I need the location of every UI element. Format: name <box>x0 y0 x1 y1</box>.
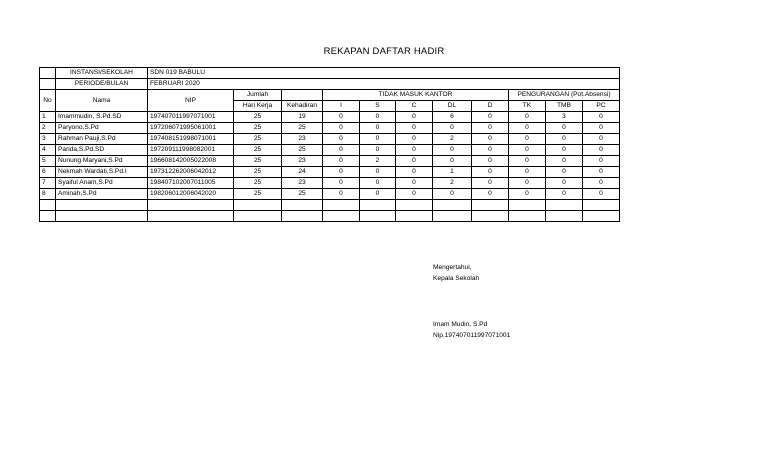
header-hari-kerja: Hari Kerja <box>234 101 282 112</box>
signature-position: Kepala Sekolah <box>433 275 480 282</box>
table-row <box>40 189 620 200</box>
table-row <box>40 145 620 156</box>
signature-name: Imam Mudin, S.Pd <box>433 321 488 328</box>
table-row <box>40 167 620 178</box>
table-cell: 6 <box>433 112 472 123</box>
table-cell: 0 <box>433 189 472 200</box>
table-cell: 0 <box>323 123 360 134</box>
table-cell: 2 <box>360 156 396 167</box>
instansi-value: SDN 019 BABULU <box>148 68 620 79</box>
table-cell: Aminah,S.Pd <box>56 189 148 200</box>
table-cell: 0 <box>509 189 546 200</box>
table-cell: 0 <box>360 123 396 134</box>
table-cell: 0 <box>509 112 546 123</box>
table-cell: 0 <box>396 134 433 145</box>
periode-row <box>40 79 620 90</box>
table-cell: 0 <box>396 178 433 189</box>
table-cell: Imammudin, S.Pd.SD <box>56 112 148 123</box>
table-cell: 0 <box>433 156 472 167</box>
table-cell: 2 <box>433 134 472 145</box>
signature-acknowledge: Mengertahui, <box>433 264 472 271</box>
table-cell: 5 <box>40 156 56 167</box>
table-cell: 0 <box>472 123 509 134</box>
header-sub-d: D <box>472 101 509 112</box>
table-cell: 0 <box>546 145 583 156</box>
table-cell: 0 <box>360 178 396 189</box>
table-cell: Nunung Maryani,S.Pd <box>56 156 148 167</box>
header-sub-pc: PC <box>583 101 620 112</box>
header-sub-tk: TK <box>509 101 546 112</box>
table-cell: 8 <box>40 189 56 200</box>
table-cell: 0 <box>472 189 509 200</box>
table-cell: 0 <box>583 189 620 200</box>
header-no: No <box>40 90 56 112</box>
table-cell: 0 <box>396 123 433 134</box>
table-cell: 25 <box>234 145 282 156</box>
table-row <box>40 156 620 167</box>
table-cell: 2 <box>40 123 56 134</box>
table-cell: 25 <box>234 167 282 178</box>
table-cell: 0 <box>360 167 396 178</box>
table-cell: 0 <box>360 189 396 200</box>
table-cell: 0 <box>546 134 583 145</box>
table-cell: 0 <box>396 145 433 156</box>
table-row <box>40 134 620 145</box>
table-cell: 0 <box>433 123 472 134</box>
table-cell: 7 <box>40 178 56 189</box>
table-cell: 0 <box>472 134 509 145</box>
table-cell: 197312262006042012 <box>148 167 234 178</box>
table-cell: 23 <box>282 178 323 189</box>
table-cell: Nekmah Wardati,S.Pd.I <box>56 167 148 178</box>
table-cell: 3 <box>40 134 56 145</box>
table-cell: 25 <box>234 123 282 134</box>
header-sub-dl: DL <box>433 101 472 112</box>
table-cell: 0 <box>509 167 546 178</box>
table-cell: 0 <box>509 123 546 134</box>
table-cell: 0 <box>583 145 620 156</box>
table-cell: 0 <box>396 167 433 178</box>
table-cell: 0 <box>323 178 360 189</box>
header-sub-tmb: TMB <box>546 101 583 112</box>
table-cell: 0 <box>396 156 433 167</box>
signature-block <box>433 262 479 284</box>
table-cell: 23 <box>282 156 323 167</box>
header-kehadiran: Kehadiran <box>282 101 323 112</box>
table-cell: 0 <box>472 112 509 123</box>
table-cell: Parida,S.Pd.SD <box>56 145 148 156</box>
table-cell: 0 <box>323 189 360 200</box>
table-cell: 25 <box>234 189 282 200</box>
table-cell: 0 <box>583 123 620 134</box>
table-cell: 0 <box>509 156 546 167</box>
table-cell: 0 <box>583 156 620 167</box>
signature-nip: Nip.197407011997071001 <box>433 332 511 339</box>
table-cell: 0 <box>360 112 396 123</box>
table-cell: 197209111998082001 <box>148 145 234 156</box>
table-cell: 0 <box>546 178 583 189</box>
table-cell: 0 <box>360 145 396 156</box>
header-tidak-masuk: TIDAK MASUK KANTOR <box>323 90 509 101</box>
header-nama: Nama <box>56 90 148 112</box>
table-cell: 0 <box>433 145 472 156</box>
table-cell: 0 <box>323 167 360 178</box>
table-cell: 198407102007011005 <box>148 178 234 189</box>
table-cell: 0 <box>396 189 433 200</box>
table-cell: 0 <box>396 112 433 123</box>
page-title: REKAPAN DAFTAR HADIR <box>323 46 445 57</box>
table-cell: 0 <box>583 112 620 123</box>
table-cell: 196608142005022008 <box>148 156 234 167</box>
empty-row <box>40 211 620 222</box>
table-cell: 23 <box>282 134 323 145</box>
header-pengurangan: PENGURANGAN (Pot.Absensi) <box>509 90 620 101</box>
table-cell: 0 <box>546 189 583 200</box>
table-cell: 1 <box>433 167 472 178</box>
signature-name-block <box>433 319 510 341</box>
header-row-1 <box>40 90 620 101</box>
periode-value: FEBRUARI 2020 <box>148 79 620 90</box>
table-cell: 25 <box>282 123 323 134</box>
table-cell: Syaiful Anam,S.Pd <box>56 178 148 189</box>
table-cell: 0 <box>323 134 360 145</box>
instansi-label: INSTANSI/SEKOLAH <box>56 68 148 79</box>
table-cell: Paryono,S.Pd <box>56 123 148 134</box>
table-cell: 3 <box>546 112 583 123</box>
table-cell: 0 <box>472 167 509 178</box>
table-cell: 0 <box>472 156 509 167</box>
table-cell: 25 <box>234 156 282 167</box>
table-cell: Rahman Pauji,S.Pd <box>56 134 148 145</box>
header-nip: NIP <box>148 90 234 112</box>
table-cell: 0 <box>472 178 509 189</box>
header-sub-s: S <box>360 101 396 112</box>
header-sub-c: C <box>396 101 433 112</box>
table-cell: 197407011997071001 <box>148 112 234 123</box>
table-cell: 0 <box>323 156 360 167</box>
table-cell: 4 <box>40 145 56 156</box>
header-sub-i: I <box>323 101 360 112</box>
table-cell: 0 <box>360 134 396 145</box>
table-row <box>40 123 620 134</box>
periode-label: PERIODE/BULAN <box>56 79 148 90</box>
table-cell: 25 <box>282 145 323 156</box>
table-cell: 0 <box>509 178 546 189</box>
table-cell: 0 <box>583 167 620 178</box>
instansi-row <box>40 68 620 79</box>
table-row <box>40 112 620 123</box>
table-cell: 198206012006042020 <box>148 189 234 200</box>
table-cell: 197408151998071001 <box>148 134 234 145</box>
table-cell: 0 <box>509 134 546 145</box>
table-cell: 25 <box>234 178 282 189</box>
table-cell: 0 <box>546 123 583 134</box>
table-cell: 25 <box>234 112 282 123</box>
attendance-table <box>39 67 620 222</box>
table-cell: 0 <box>509 145 546 156</box>
table-cell: 0 <box>546 167 583 178</box>
table-cell: 1 <box>40 112 56 123</box>
table-row <box>40 178 620 189</box>
header-jumlah: Jumlah <box>234 90 282 101</box>
table-cell: 19 <box>282 112 323 123</box>
table-cell: 0 <box>323 112 360 123</box>
table-cell: 25 <box>234 134 282 145</box>
table-cell: 0 <box>323 145 360 156</box>
table-cell: 0 <box>583 134 620 145</box>
table-cell: 0 <box>472 145 509 156</box>
table-cell: 24 <box>282 167 323 178</box>
table-cell: 25 <box>282 189 323 200</box>
table-cell: 0 <box>583 178 620 189</box>
table-cell: 2 <box>433 178 472 189</box>
empty-row <box>40 200 620 211</box>
table-cell: 197206071995061001 <box>148 123 234 134</box>
table-cell: 0 <box>546 156 583 167</box>
table-cell: 6 <box>40 167 56 178</box>
